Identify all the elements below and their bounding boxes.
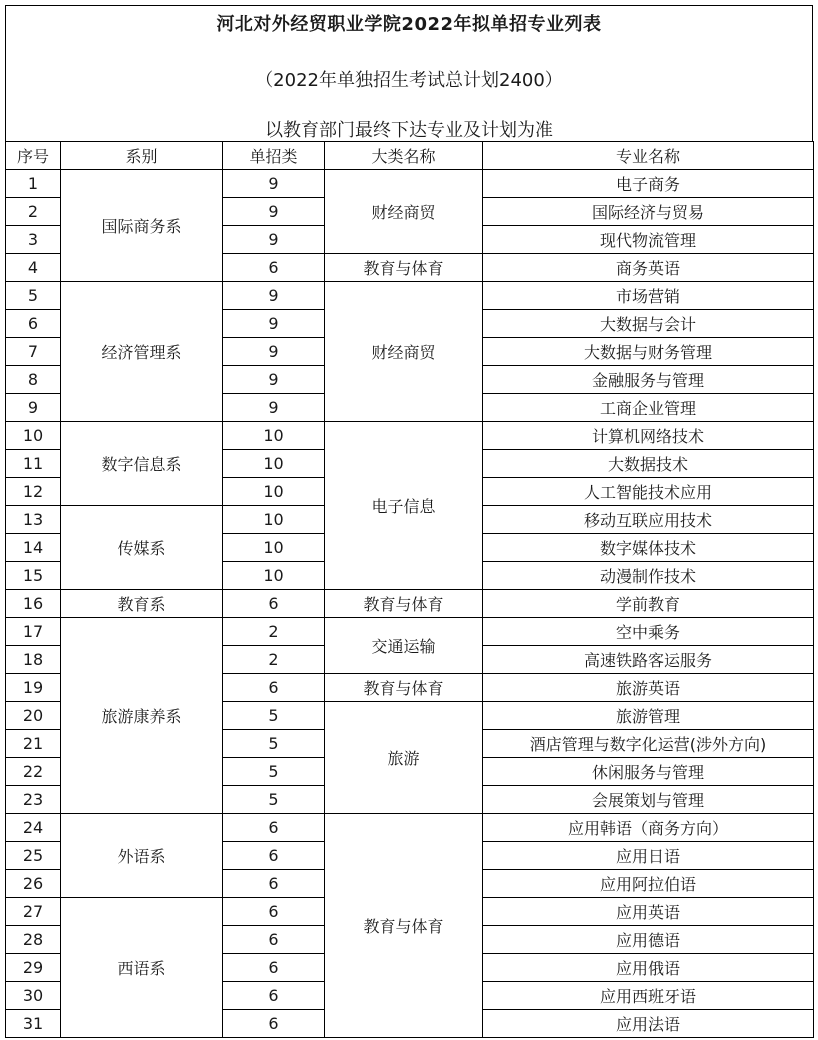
cell-seq: 24 <box>6 814 61 842</box>
cell-type: 5 <box>223 702 325 730</box>
majors-table <box>5 141 814 1038</box>
table-row <box>6 422 814 450</box>
cell-type: 10 <box>223 506 325 534</box>
table-header-row <box>6 142 814 170</box>
cell-major: 应用法语 <box>483 1010 814 1038</box>
table-row <box>6 282 814 310</box>
cell-major: 人工智能技术应用 <box>483 478 814 506</box>
cell-seq: 14 <box>6 534 61 562</box>
cell-major: 金融服务与管理 <box>483 366 814 394</box>
cell-seq: 15 <box>6 562 61 590</box>
cell-seq: 6 <box>6 310 61 338</box>
cell-seq: 29 <box>6 954 61 982</box>
cell-major: 旅游英语 <box>483 674 814 702</box>
cell-major: 旅游管理 <box>483 702 814 730</box>
cell-type: 6 <box>223 590 325 618</box>
cell-major: 国际经济与贸易 <box>483 198 814 226</box>
cell-seq: 13 <box>6 506 61 534</box>
cell-major: 市场营销 <box>483 282 814 310</box>
cell-type: 10 <box>223 422 325 450</box>
cell-type: 6 <box>223 898 325 926</box>
cell-department: 传媒系 <box>61 506 223 590</box>
cell-major: 大数据与会计 <box>483 310 814 338</box>
cell-type: 9 <box>223 170 325 198</box>
cell-type: 9 <box>223 394 325 422</box>
cell-department: 外语系 <box>61 814 223 898</box>
cell-seq: 21 <box>6 730 61 758</box>
cell-category: 财经商贸 <box>325 282 483 422</box>
cell-seq: 10 <box>6 422 61 450</box>
cell-major: 移动互联应用技术 <box>483 506 814 534</box>
cell-seq: 2 <box>6 198 61 226</box>
cell-major: 应用西班牙语 <box>483 982 814 1010</box>
cell-seq: 3 <box>6 226 61 254</box>
cell-seq: 1 <box>6 170 61 198</box>
cell-type: 6 <box>223 1010 325 1038</box>
cell-major: 电子商务 <box>483 170 814 198</box>
cell-department: 国际商务系 <box>61 170 223 282</box>
table-row <box>6 814 814 842</box>
cell-seq: 11 <box>6 450 61 478</box>
cell-category: 财经商贸 <box>325 170 483 254</box>
cell-category: 教育与体育 <box>325 590 483 618</box>
cell-seq: 23 <box>6 786 61 814</box>
cell-type: 9 <box>223 338 325 366</box>
cell-type: 5 <box>223 758 325 786</box>
cell-seq: 8 <box>6 366 61 394</box>
cell-seq: 25 <box>6 842 61 870</box>
cell-major: 学前教育 <box>483 590 814 618</box>
cell-type: 5 <box>223 730 325 758</box>
cell-type: 10 <box>223 562 325 590</box>
cell-type: 9 <box>223 310 325 338</box>
cell-type: 6 <box>223 926 325 954</box>
table-row <box>6 170 814 198</box>
cell-major: 商务英语 <box>483 254 814 282</box>
cell-type: 6 <box>223 814 325 842</box>
cell-major: 高速铁路客运服务 <box>483 646 814 674</box>
table-row <box>6 590 814 618</box>
cell-seq: 5 <box>6 282 61 310</box>
cell-category: 电子信息 <box>325 422 483 590</box>
header-type: 单招类 <box>223 142 325 170</box>
header-seq: 序号 <box>6 142 61 170</box>
cell-seq: 17 <box>6 618 61 646</box>
cell-major: 数字媒体技术 <box>483 534 814 562</box>
cell-major: 应用韩语（商务方向） <box>483 814 814 842</box>
cell-seq: 20 <box>6 702 61 730</box>
cell-department: 西语系 <box>61 898 223 1038</box>
cell-type: 6 <box>223 954 325 982</box>
cell-major: 大数据与财务管理 <box>483 338 814 366</box>
cell-type: 9 <box>223 226 325 254</box>
cell-seq: 7 <box>6 338 61 366</box>
document <box>5 5 813 1038</box>
cell-type: 2 <box>223 618 325 646</box>
cell-seq: 4 <box>6 254 61 282</box>
cell-seq: 19 <box>6 674 61 702</box>
cell-major: 应用日语 <box>483 842 814 870</box>
cell-seq: 31 <box>6 1010 61 1038</box>
cell-major: 会展策划与管理 <box>483 786 814 814</box>
cell-major: 动漫制作技术 <box>483 562 814 590</box>
cell-category: 交通运输 <box>325 618 483 674</box>
table-row <box>6 618 814 646</box>
cell-category: 教育与体育 <box>325 814 483 1038</box>
cell-major: 应用阿拉伯语 <box>483 870 814 898</box>
cell-major: 大数据技术 <box>483 450 814 478</box>
document-title: 河北对外经贸职业学院2022年拟单招专业列表 <box>216 14 602 35</box>
header-dept: 系别 <box>61 142 223 170</box>
document-subtitle: （2022年单独招生考试总计划2400） <box>255 70 563 91</box>
header-major: 专业名称 <box>483 142 814 170</box>
cell-major: 现代物流管理 <box>483 226 814 254</box>
document-note: 以教育部门最终下达专业及计划为准 <box>265 120 553 141</box>
cell-category: 教育与体育 <box>325 674 483 702</box>
cell-type: 6 <box>223 674 325 702</box>
cell-type: 6 <box>223 842 325 870</box>
cell-seq: 30 <box>6 982 61 1010</box>
header-category: 大类名称 <box>325 142 483 170</box>
cell-major: 工商企业管理 <box>483 394 814 422</box>
cell-type: 10 <box>223 450 325 478</box>
cell-seq: 12 <box>6 478 61 506</box>
cell-type: 2 <box>223 646 325 674</box>
cell-type: 9 <box>223 198 325 226</box>
cell-department: 经济管理系 <box>61 282 223 422</box>
cell-type: 9 <box>223 282 325 310</box>
document-header <box>5 5 813 141</box>
cell-type: 10 <box>223 534 325 562</box>
cell-category: 教育与体育 <box>325 254 483 282</box>
cell-department: 教育系 <box>61 590 223 618</box>
cell-seq: 27 <box>6 898 61 926</box>
cell-department: 数字信息系 <box>61 422 223 506</box>
cell-type: 6 <box>223 254 325 282</box>
cell-category: 旅游 <box>325 702 483 814</box>
cell-seq: 16 <box>6 590 61 618</box>
cell-major: 应用英语 <box>483 898 814 926</box>
cell-seq: 26 <box>6 870 61 898</box>
cell-major: 休闲服务与管理 <box>483 758 814 786</box>
table-body <box>6 170 814 1038</box>
cell-seq: 22 <box>6 758 61 786</box>
cell-seq: 18 <box>6 646 61 674</box>
cell-type: 10 <box>223 478 325 506</box>
cell-department: 旅游康养系 <box>61 618 223 814</box>
cell-type: 9 <box>223 366 325 394</box>
cell-major: 空中乘务 <box>483 618 814 646</box>
cell-major: 计算机网络技术 <box>483 422 814 450</box>
cell-major: 应用俄语 <box>483 954 814 982</box>
cell-type: 5 <box>223 786 325 814</box>
cell-seq: 9 <box>6 394 61 422</box>
cell-seq: 28 <box>6 926 61 954</box>
cell-type: 6 <box>223 870 325 898</box>
cell-type: 6 <box>223 982 325 1010</box>
cell-major: 应用德语 <box>483 926 814 954</box>
cell-major: 酒店管理与数字化运营(涉外方向) <box>483 730 814 758</box>
